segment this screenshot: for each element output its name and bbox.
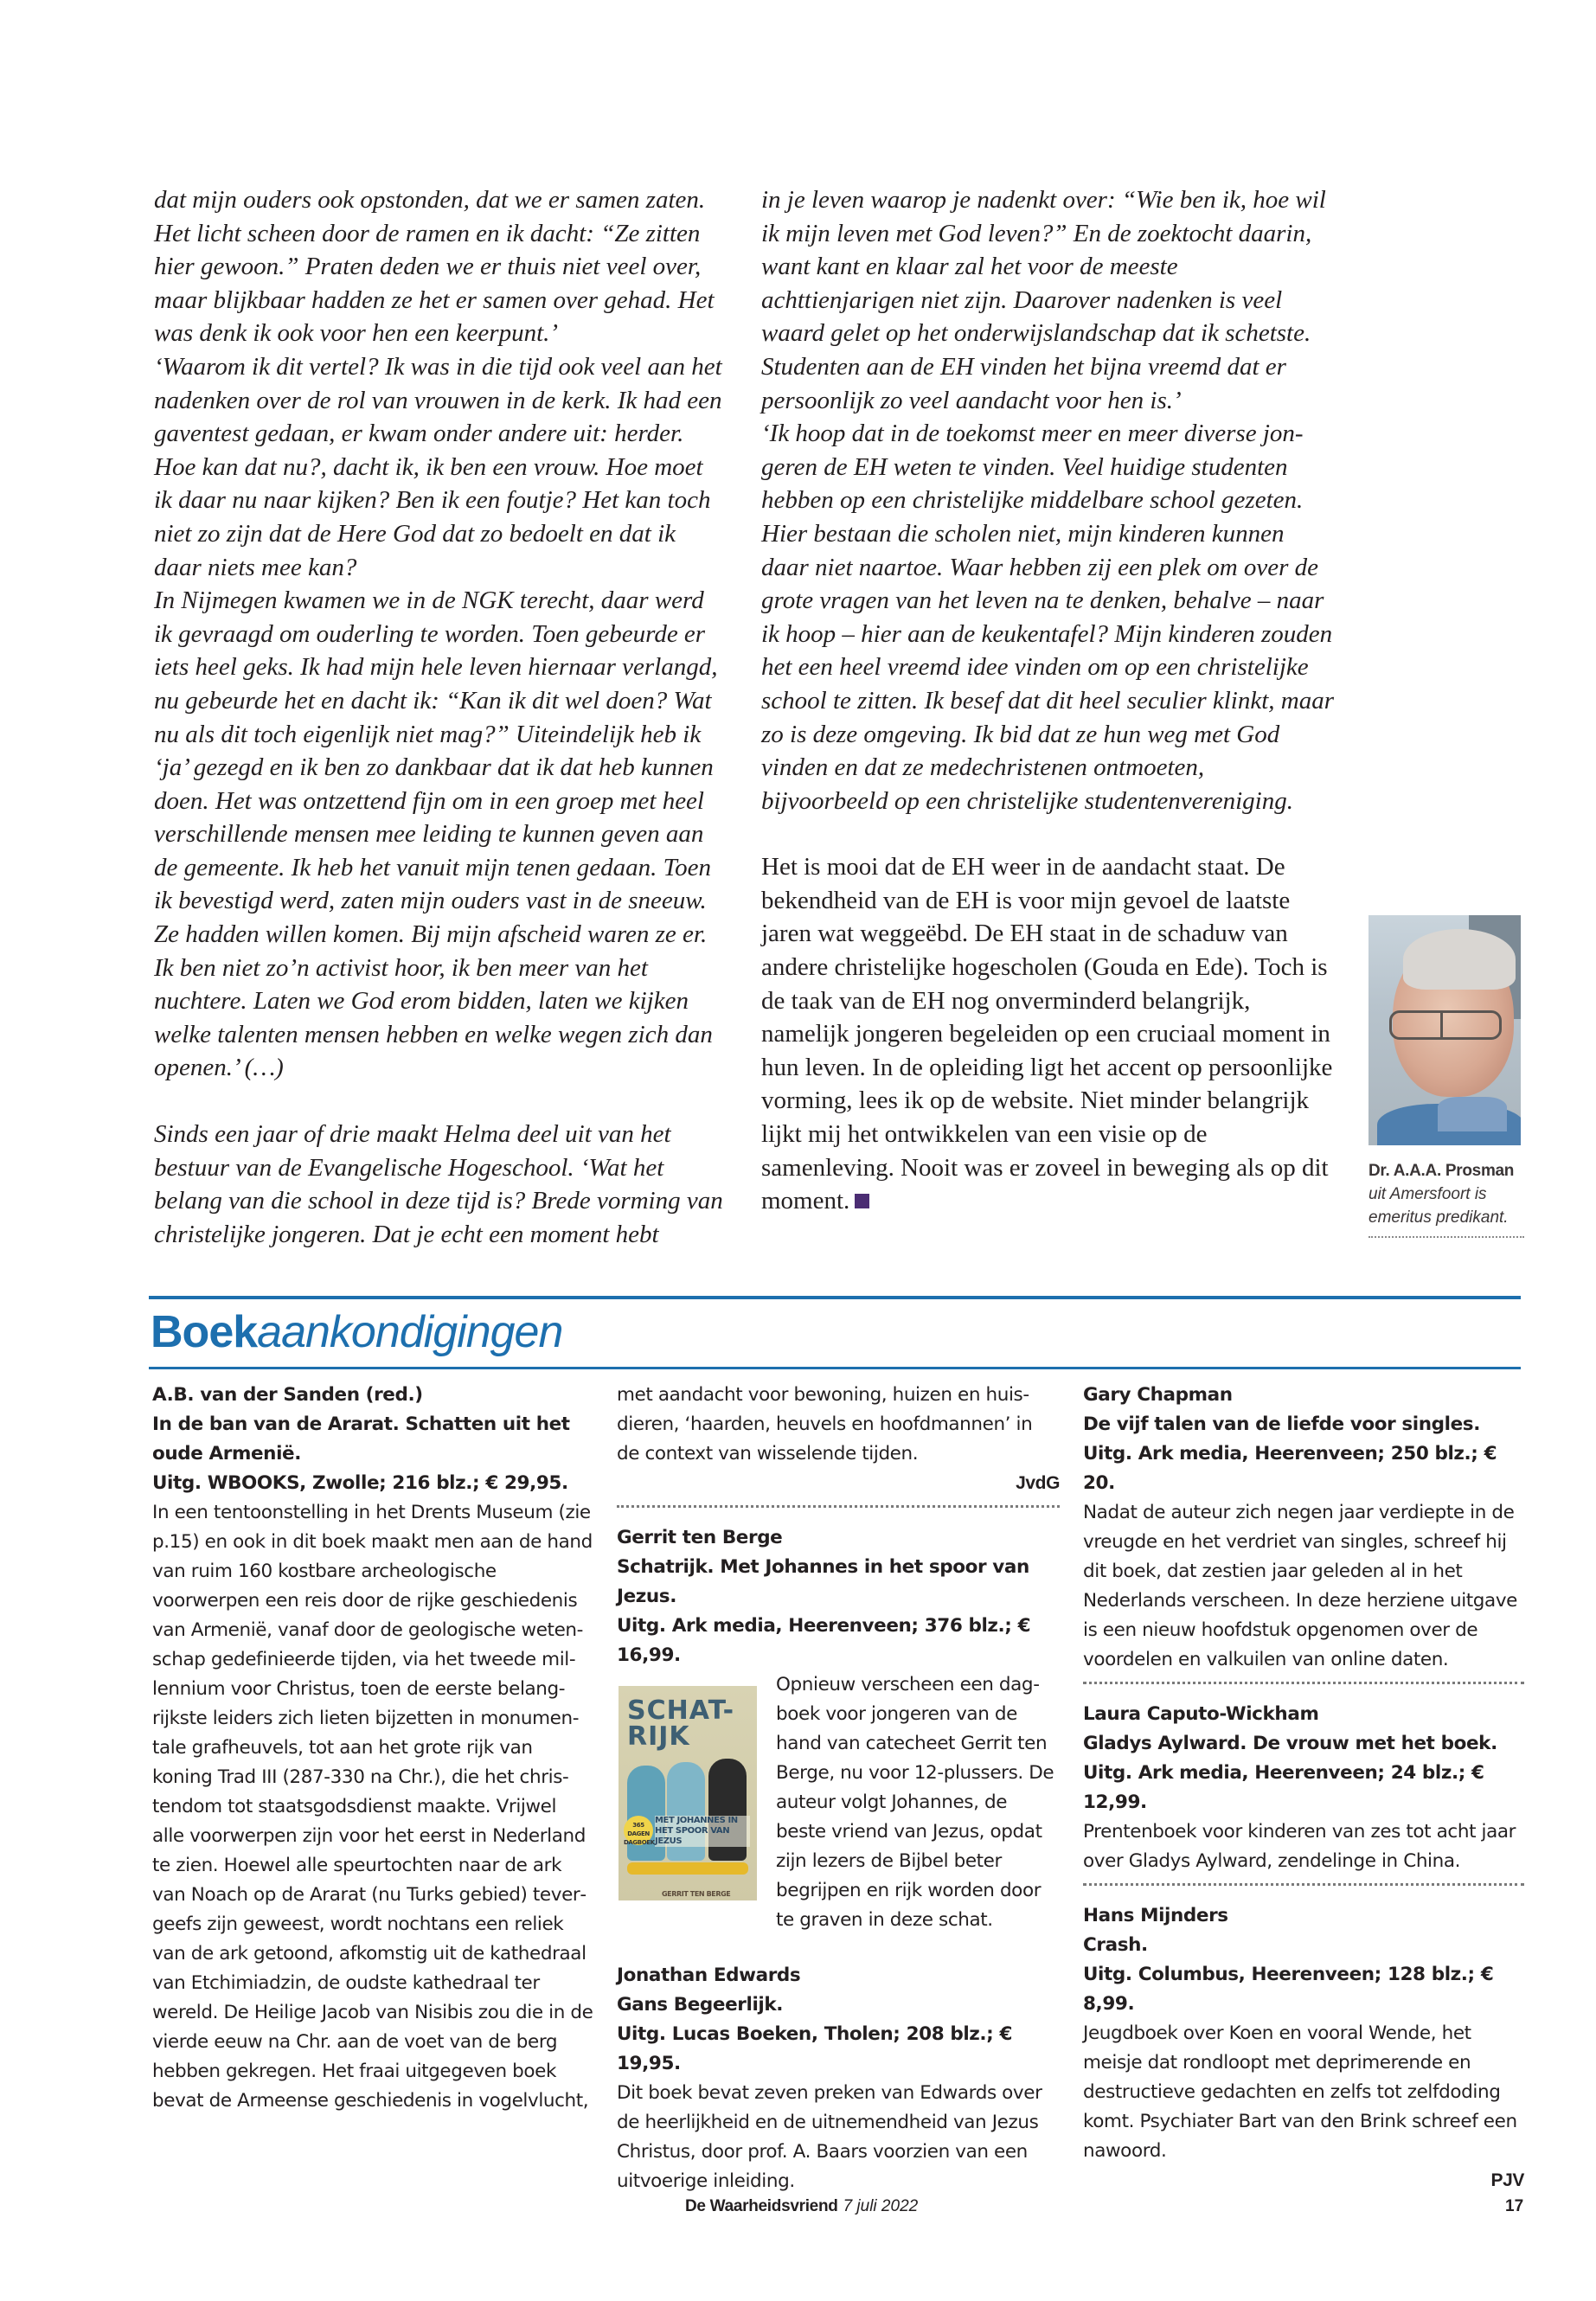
book-cover-wrapper: [619, 1686, 757, 1900]
book-title: Gladys Aylward. De vrouw met het boek.: [1083, 1733, 1497, 1754]
book-announcement: [1083, 1901, 1524, 2195]
book-title: In de ban van de Ararat. Schatten uit het oude Armenië.: [152, 1413, 570, 1465]
book-column-2: [617, 1381, 1060, 2196]
book-description: Nadat de auteur zich negen jaar verdiepte in de vreugde en het verdriet van singles, schreef hij dit boek, dat zestien jaar geleden al in het Nederlands verscheen. In deze herziene uitgave is een nieuw hoofdstuk opgenomen over de voordelen en valkuilen van online daten.: [1083, 1502, 1517, 1670]
book-description: Opnieuw verscheen een dagboek voor jongeren van de hand van catecheet Gerrit ten Berge, nu voor 12-plussers. De auteur volgt Johannes, de beste vriend van Jezus, opdat zijn lezers de Bijbel beter begrijpen en rijk worden door te graven in deze schat.: [776, 1674, 1054, 1931]
end-of-article-square-icon: [855, 1194, 869, 1208]
article-paragraph: Sinds een jaar of drie maakt Helma deel uit van het bestuur van de Evangelische Hogeschool. ‘Wat het belang van die school in deze tijd is? Brede vorming van christelijke jongeren. Dat je echt een moment hebt: [154, 1120, 723, 1248]
book-title: De vijf talen van de liefde voor singles.: [1083, 1413, 1480, 1435]
book-publisher: Uitg. Lucas Boeken, Tholen; 208 blz.; € 19,95.: [617, 2023, 1013, 2074]
publication-name: De Waarheidsvriend: [685, 2197, 838, 2215]
book-description: In een tentoonstelling in het Drents Museum (zie p.15) en ook in dit boek maakt men aan de hand van ruim 160 kostbare archeologische voorwerpen een reis door de rijke geschiedenis van Armenië, vanaf door de geologische wetenschap gedefinieerde tijden, via het tweede millennium voor Christus, toen de eerste belangrijkste leiders zich lieten bijzetten in monumentale grafheuvels, tot aan het grote rijk van koning Trad III (287-330 na Chr.), die het christendom tot staatsgodsdienst maakte. Vrijwel alle voorwerpen zijn voor het eerst in Nederland te zien. Hoewel alle speurtochten naar de ark van Noach op de Ararat (nu Turks gebied) tevergeefs zijn geweest, wordt nochtans een reliek van de ark getoond, afkomstig uit de kathedraal van Etchimiadzin, de oudste kathedraal ter wereld. De Heilige Jacob van Nisibis zou die in de vierde eeuw na Chr. aan de voet van de berg hebben gekregen. Het fraai uitgegeven boek bevat de Armeense geschiedenis in vogelvlucht,: [152, 1502, 593, 2112]
section-title: [151, 1304, 562, 1360]
dotted-separator: [1083, 1682, 1524, 1684]
photo-glasses: [1389, 1010, 1502, 1040]
author-caption: [1368, 1159, 1524, 1238]
cover-subtitle: MET JOHANNES IN HET SPOOR VAN JEZUS: [655, 1816, 750, 1847]
commentary-text: Het is mooi dat de EH weer in de aandacht staat. De bekendheid van de EH is voor mijn gevoel de laatste jaren wat weggeëbd. De EH staat in de schaduw van andere christelijke hogescholen (Gouda en Ede). Toch is de taak van de EH nog onverminderd belangrijk, namelijk jongeren begeleiden op een cruciaal moment in hun leven. In de opleiding ligt het accent op persoonlijke vorming, lees ik op de website. Niet minder belangrijk lijkt mij het ontwikkelen van een visie op de samenleving. Nooit was er zoveel in beweging als op dit moment.: [761, 853, 1333, 1215]
book-publisher: Uitg. Ark media, Heerenveen; 24 blz.; € 12,99.: [1083, 1762, 1484, 1813]
book-column-1: [152, 1381, 593, 2116]
book-announcement: [1083, 1700, 1524, 1876]
spacer: [617, 1935, 1060, 1961]
reviewer-initials: PJV: [1490, 2170, 1524, 2190]
photo-collar: [1438, 1097, 1507, 1131]
book-publisher: Uitg. Ark media, Heerenveen; 376 blz.; € 16,99.: [617, 1615, 1031, 1666]
article-middle-column: [761, 183, 1336, 1218]
book-author: A.B. van der Sanden (red.): [152, 1384, 423, 1406]
book-announcement: [617, 1961, 1060, 2196]
article-paragraph: dat mijn ouders ook opstonden, dat we er samen zaten. Het licht scheen door de ramen en ik dacht: “Ze zitten hier gewoon.” Praten deden we er thuis niet veel over, maar blijkbaar hadden ze het er samen over gehad. Het was denk ik ook voor hen een keerpunt.’: [154, 186, 715, 348]
cover-shoes: [627, 1862, 748, 1875]
book-author: Gary Chapman: [1083, 1384, 1233, 1406]
dotted-separator: [1083, 1883, 1524, 1886]
author-role: uit Amersfoort is emeritus predikant.: [1368, 1185, 1509, 1227]
book-announcement: [152, 1381, 593, 2116]
book-description: Dit boek bevat zeven preken van Edwards over de heerlijkheid en de uitnemendheid van Jezus Christus, door prof. A. Baars voorzien van een uitvoerige inleiding.: [617, 2082, 1042, 2192]
book-author: Jonathan Edwards: [617, 1965, 801, 1986]
book-column-3: [1083, 1381, 1524, 2195]
book-description: Prentenboek voor kinderen van zes tot acht jaar over Gladys Aylward, zendelinge in China.: [1083, 1821, 1516, 1872]
article-commentary: [761, 850, 1336, 1218]
book-author: Laura Caputo-Wickham: [1083, 1703, 1319, 1725]
article-paragraph: in je leven waarop je nadenkt over: “Wie ben ik, hoe wil ik mijn leven met God leven?” En de zoektocht daarin, want kant en klaar zal het voor de meeste achttienjarigen niet zijn. Daarover nadenken is veel waard gelet op het onderwijslandschap dat ik schetste. Studenten aan de EH vinden het bijna vreemd dat er persoonlijk zo veel aandacht voor hen is.’: [761, 186, 1326, 414]
page-number: 17: [1505, 2197, 1524, 2215]
article-left-column: [154, 183, 725, 1251]
photo-hair: [1403, 929, 1516, 990]
book-title: Schatrijk. Met Johannes in het spoor van Jezus.: [617, 1556, 1029, 1607]
book-description: Jeugdboek over Koen en vooral Wende, het meisje dat rondloopt met deprimerende en destructieve gedachten en zelfs tot zelfdoding komt. Psychiater Bart van den Brink schreef een nawoord.: [1083, 2022, 1517, 2162]
book-publisher: Uitg. Ark media, Heerenveen; 250 blz.; € 20.: [1083, 1443, 1497, 1494]
book-author: Gerrit ten Berge: [617, 1527, 783, 1548]
book-title: Gans Begeerlijk.: [617, 1994, 784, 2016]
publication-date: 7 juli 2022: [843, 2197, 919, 2215]
author-portrait-photo: [1368, 915, 1521, 1145]
article-paragraph: In Nijmegen kwamen we in de NGK terecht, daar werd ik gevraagd om ouderling te worden. Toen gebeurde er iets heel geks. Ik had mijn hele leven hiernaar verlangd, nu gebeurde het en dacht ik: “Kan ik dit wel doen? Wat nu als dit toch eigenlijk niet mag?” Uiteindelijk heb ik ‘ja’ gezegd en ik ben zo dankbaar dat ik dat heb kunnen doen. Het was ontzettend fijn om in een groep met heel verschillende mensen mee leiding te kunnen geven aan de gemeente. Ik heb het vanuit mijn tenen gedaan. Toen ik bevestigd werd, zaten mijn ouders vast in de sneeuw. Ze hadden willen komen. Bij mijn afscheid waren ze er. Ik ben niet zo’n activist hoor, ik ben meer van het nuchtere. Laten we God erom bidden, laten we kijken welke talenten mensen hebben en welke wegen zich dan openen.’ (…): [154, 586, 718, 1082]
article-paragraph: ‘Ik hoop dat in de toekomst meer en meer diverse jongeren de EH weten te vinden. Veel huidige studenten hebben op een christelijke middelbare school gezeten. Hier bestaan die scholen niet, mijn kinderen kunnen daar niet naartoe. Waar hebben zij een plek om over de grote vragen van het leven na te denken, behalve – naar ik hoop – hier aan de keukentafel? Mijn kinderen zouden het een heel vreemd idee vinden om op een christelijke school te zitten. Ik besef dat dit heel seculier klinkt, maar zo is deze omgeving. Ik bid dat ze hun weg met God vinden en dat ze medechristenen ontmoeten, bijvoorbeeld op een christelijke studentenvereniging.: [761, 420, 1335, 815]
section-divider-bottom: [149, 1367, 1521, 1369]
cover-author: GERRIT TEN BERGE: [662, 1890, 731, 1898]
reviewer-initials: JvdG: [1016, 1473, 1060, 1493]
author-name: Dr. A.A.A. Prosman: [1368, 1162, 1515, 1180]
book-announcement: [617, 1523, 1060, 1935]
book-publisher: Uitg. Columbus, Heerenveen; 128 blz.; € 8,99.: [1083, 1964, 1494, 2015]
cover-badge: 365 DAGEN DAGBOEK: [624, 1816, 653, 1845]
article-paragraph: ‘Waarom ik dit vertel? Ik was in die tijd ook veel aan het nadenken over de rol van vrouwen in de kerk. Ik had een gaventest gedaan, er kwam onder andere uit: herder. Hoe kan dat nu?, dacht ik, ik ben een vrouw. Hoe moet ik daar nu naar kijken? Ben ik een foutje? Het kan toch niet zo zijn dat de Here God dat zo bedoelt en dat ik daar niets mee kan?: [154, 352, 722, 581]
dotted-separator: [617, 1505, 1060, 1508]
book-cover-image: [619, 1686, 757, 1900]
section-divider-top: [149, 1296, 1521, 1299]
book-publisher: Uitg. WBOOKS, Zwolle; 216 blz.; € 29,95.: [152, 1472, 568, 1494]
section-title-italic: aankondigingen: [257, 1307, 563, 1357]
footer-publication: [685, 2197, 918, 2216]
book-announcement-continued: [617, 1381, 1060, 1498]
book-description-continued: met aandacht voor bewoning, huizen en huisdieren, ‘haarden, heuvels en hoofdmannen’ in de context van wisselende tijden.: [617, 1384, 1033, 1465]
paragraph-spacer: [761, 817, 1336, 850]
section-title-bold: Boek: [151, 1307, 258, 1357]
book-announcement: [1083, 1381, 1524, 1675]
book-author: Hans Mijnders: [1083, 1905, 1228, 1926]
cover-title: SCHAT-RIJK: [627, 1695, 735, 1752]
book-title: Crash.: [1083, 1934, 1148, 1956]
paragraph-spacer: [154, 1085, 725, 1118]
